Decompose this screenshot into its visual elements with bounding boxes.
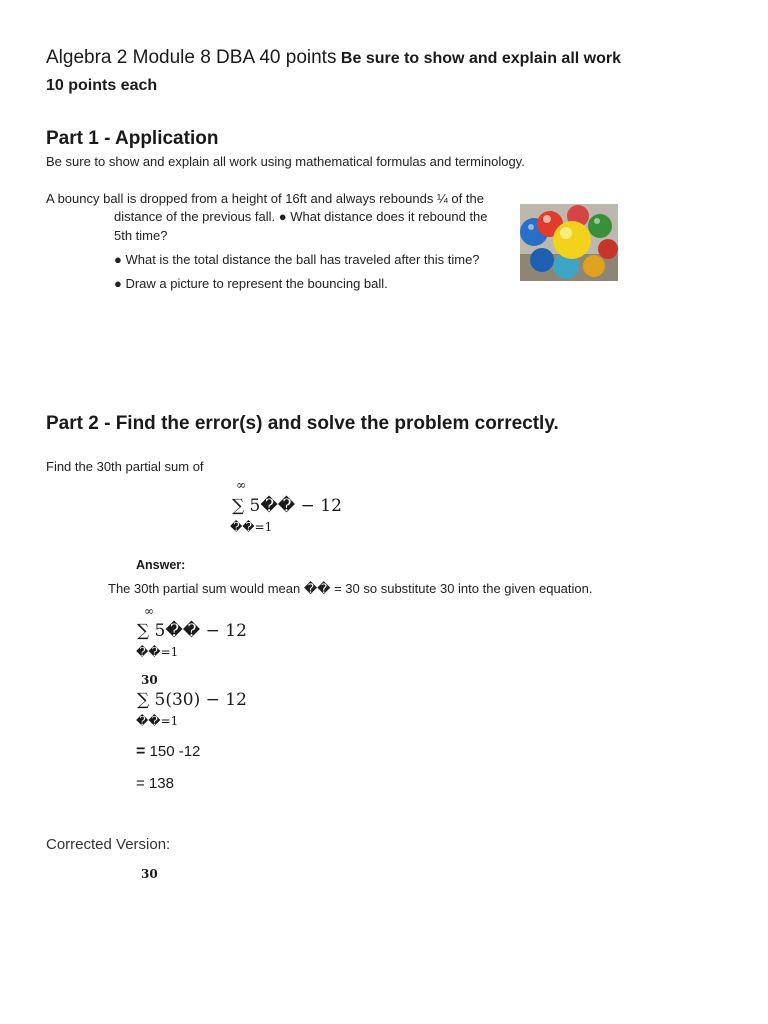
sum1-expr: 5�� − 12 [249,496,342,516]
problem-line-1: A bouncy ball is dropped from a height of 16ft and always rebounds ¼ of the [46,191,484,206]
document-title [46,47,621,69]
sum3-expr: 5(30) − 12 [154,690,247,710]
sum3-sigma: ∑ [137,690,150,710]
part1-heading: Part 1 - Application [46,128,219,149]
step1-line [136,743,200,761]
step2-line: = 138 [136,775,174,792]
problem-line-3: 5th time? [114,228,168,243]
sum1-expression [232,496,342,516]
answer-label: Answer: [136,558,186,572]
sum3-lower: ��=1 [136,714,179,728]
bouncy-balls-illustration [520,204,618,281]
points-line: 10 points each [46,77,158,94]
sum1-sigma: ∑ [232,496,245,516]
sum3-upper: 30 [141,673,158,687]
sum2-upper: ∞ [144,604,154,618]
sum2-sigma: ∑ [137,621,150,641]
step1-value: 150 -12 [149,743,201,760]
sum2-expr: 5�� − 12 [154,621,247,641]
bouncy-balls-image [520,204,618,281]
problem-bullet-2: ● Draw a picture to represent the bouncing ball. [114,276,388,291]
title-main: Algebra 2 Module 8 DBA 40 points [46,47,337,68]
part2-heading: Part 2 - Find the error(s) and solve the problem correctly. [46,413,559,434]
corrected-sum-upper: 30 [141,867,158,881]
sum1-upper: ∞ [236,478,246,492]
title-suffix: Be sure to show and explain all work [340,50,621,67]
sum2-expression [137,621,247,641]
corrected-label: Corrected Version: [46,836,171,853]
answer-text: The 30th partial sum would mean �� = 30 so substitute 30 into the given equation. [108,581,593,596]
part2-prompt: Find the 30th partial sum of [46,459,204,474]
sum1-lower: ��=1 [230,520,273,534]
part1-instruction: Be sure to show and explain all work using mathematical formulas and terminology. [46,154,525,169]
problem-bullet-1: ● What is the total distance the ball has traveled after this time? [114,252,480,267]
step1-equals: = [136,743,146,760]
sum3-expression [137,690,247,710]
problem-line-2: distance of the previous fall. ● What distance does it rebound the [114,209,488,224]
sum2-lower: ��=1 [136,645,179,659]
